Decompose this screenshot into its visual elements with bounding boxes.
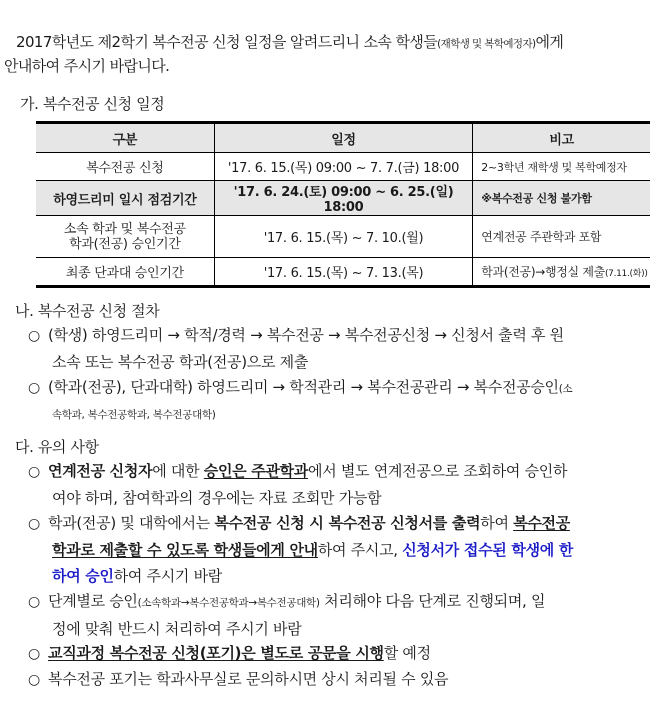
cell-category: 최종 단과대 승인기간 <box>36 258 214 287</box>
circle-bullet-icon: ○ <box>28 516 40 532</box>
circle-bullet-icon: ○ <box>28 672 40 688</box>
notice-text: 단계별로 승인 <box>48 592 138 610</box>
notice-item-4 <box>28 640 658 667</box>
cell-category: 하영드리미 일시 점검기간 <box>36 181 214 216</box>
circle-bullet-icon: ○ <box>28 380 40 396</box>
table-row <box>36 216 650 258</box>
table-row-highlighted <box>36 181 650 216</box>
notice-text: 처리해야 다음 단계로 진행되며, 일 <box>319 592 546 610</box>
circle-bullet-icon: ○ <box>28 464 40 480</box>
intro-line-1 <box>16 31 563 52</box>
notice-item-3 <box>28 588 658 642</box>
circle-bullet-icon: ○ <box>28 328 40 344</box>
cell-note: ※복수전공 신청 불가함 <box>473 181 650 216</box>
circle-bullet-icon: ○ <box>28 646 40 662</box>
notice-text: 에 대한 <box>152 462 204 480</box>
cell-schedule: '17. 6. 15.(목) 09:00 ~ 7. 7.(금) 18:00 <box>214 153 473 181</box>
intro-text-end: 에게 <box>535 33 564 51</box>
cell-schedule: '17. 6. 15.(목) ~ 7. 10.(월) <box>214 216 473 258</box>
header-note: 비고 <box>473 123 650 153</box>
procedure-line-2: 소속 또는 복수전공 학과(전공)으로 제출 <box>52 353 309 371</box>
notice-small-text: (소속학과→복수전공학과→복수전공대학) <box>137 597 320 609</box>
cell-schedule: '17. 6. 15.(목) ~ 7. 13.(목) <box>214 258 473 287</box>
notice-text: 학과(전공) 및 대학에서는 <box>48 514 215 532</box>
emphasis-underline-text: 교직과정 복수전공 신청(포기)은 별도로 공문을 시행 <box>48 644 384 662</box>
cell-category-line-1: 소속 학과 및 복수전공 <box>63 221 186 237</box>
notice-text: 에서 별도 연계전공으로 조회하여 승인하 <box>308 462 568 480</box>
procedure-item-student <box>28 322 658 375</box>
intro-text: 2017학년도 제2학기 복수전공 신청 일정을 알려드리니 소속 학생들 <box>16 33 438 51</box>
procedure-line-1: (학생) 하영드리미 → 학적/경력 → 복수전공 → 복수전공신청 → 신청서 출력 후 원 <box>48 326 564 344</box>
header-category: 구분 <box>36 123 214 153</box>
procedure-line-2: 속학과, 복수전공학과, 복수전공대학) <box>52 409 216 421</box>
cell-note <box>473 258 650 287</box>
notice-item-2 <box>28 510 658 589</box>
notice-text: 복수전공 포기는 학과사무실로 문의하시면 상시 처리될 수 있음 <box>48 670 449 688</box>
procedure-item-department <box>28 374 658 428</box>
notice-item-5 <box>28 666 658 693</box>
cell-schedule: '17. 6. 24.(토) 09:00 ~ 6. 25.(일) 18:00 <box>214 181 473 216</box>
emphasis-text: 연계전공 신청자 <box>48 462 153 480</box>
cell-note-text: 학과(전공)→행정실 제출 <box>481 265 605 279</box>
cell-category-line-2: 학과(전공) 승인기간 <box>69 236 181 252</box>
blue-emphasis-text: 신청서가 접수된 학생에 한 <box>402 541 574 559</box>
notice-text: 하여 <box>480 514 514 532</box>
notice-text: 하여 주시기 바람 <box>113 567 222 585</box>
schedule-table <box>36 121 650 288</box>
cell-category <box>36 216 214 258</box>
procedure-small-text: (소 <box>558 383 573 395</box>
table-row <box>36 258 650 287</box>
section-b-title: 나. 복수전공 신청 절차 <box>15 302 160 320</box>
emphasis-underline-text: 승인은 주관학과 <box>203 462 309 480</box>
notice-text-line-2: 정에 맞춰 반드시 처리하여 주시기 바람 <box>52 620 302 638</box>
blue-emphasis-text: 하여 승인 <box>52 567 114 585</box>
emphasis-text: 복수전공 신청 시 복수전공 신청서를 출력 <box>214 514 481 532</box>
section-a-title: 가. 복수전공 신청 일정 <box>20 95 165 113</box>
cell-note: 2~3학년 재학생 및 복학예정자 <box>473 153 650 181</box>
notice-text: 할 예정 <box>383 644 431 662</box>
header-schedule: 일정 <box>214 123 473 153</box>
notice-text-line-2: 여야 하며, 참여학과의 경우에는 자료 조회만 가능함 <box>52 489 382 507</box>
notice-item-1 <box>28 458 658 511</box>
table-row <box>36 153 650 181</box>
section-c-title: 다. 유의 사항 <box>15 438 99 456</box>
notice-text: 하여 주시고, <box>317 541 403 559</box>
table-header-row <box>36 123 650 153</box>
circle-bullet-icon: ○ <box>28 594 40 610</box>
cell-note-date: (7.11.(화)) <box>604 269 648 279</box>
intro-target-note: (재학생 및 복학예정자) <box>437 38 536 50</box>
cell-category: 복수전공 신청 <box>36 153 214 181</box>
emphasis-underline-text: 학과로 제출할 수 있도록 학생들에게 안내 <box>52 541 318 559</box>
emphasis-underline-text: 복수전공 <box>513 514 570 532</box>
procedure-line-1: (학과(전공), 단과대학) 하영드리미 → 학적관리 → 복수전공관리 → 복수전공승인 <box>48 378 559 396</box>
intro-line-2: 안내하여 주시기 바랍니다. <box>4 57 170 75</box>
cell-note: 연계전공 주관학과 포함 <box>473 216 650 258</box>
